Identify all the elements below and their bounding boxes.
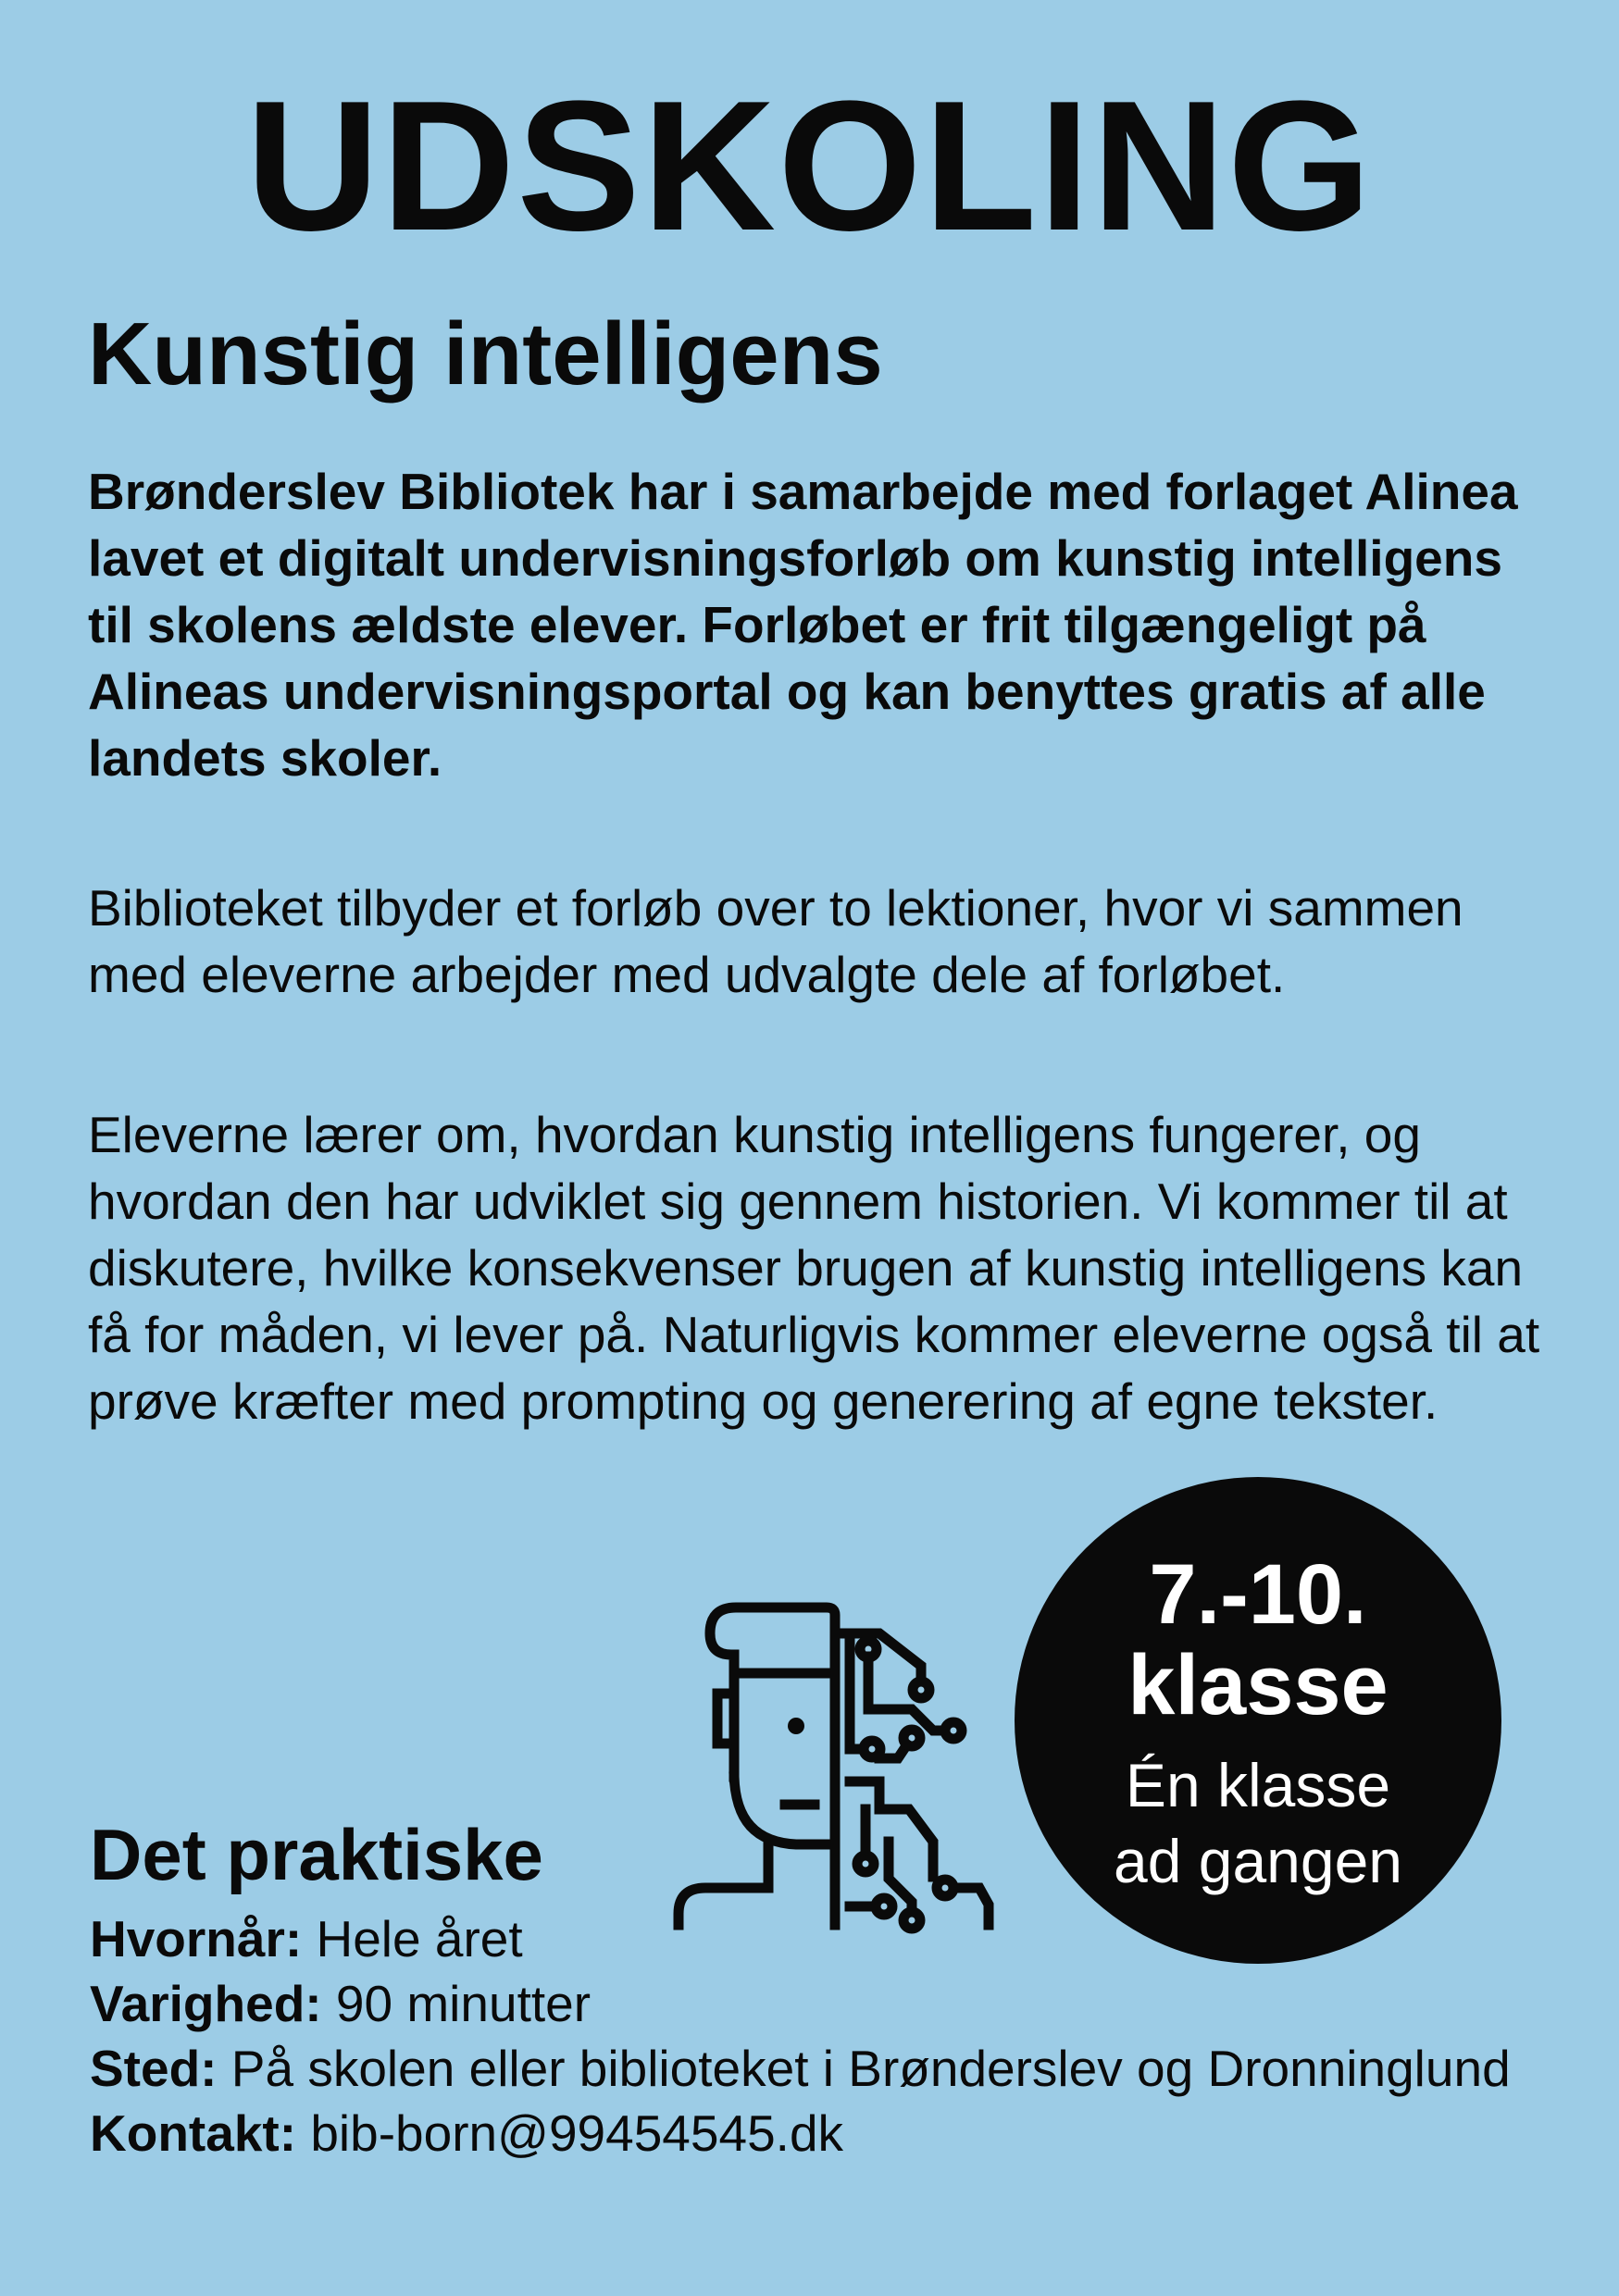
practical-label-contact: Kontakt: <box>90 2104 297 2162</box>
badge-grade-line-1: 7.-10. <box>1149 1547 1367 1642</box>
badge-note-line-1: Én klasse <box>1125 1751 1391 1819</box>
practical-item-when <box>90 1906 1552 1971</box>
body-paragraph-2: Eleverne lærer om, hvordan kunstig intelligens fungerer, og hvordan den har udviklet sig gennem historien. Vi kommer til at diskutere, hvilke konsekvenser brugen af kunstig intelligens kan få for måden, vi lever på. Naturligvis kommer eleverne også til at prøve kræfter med prompting og generering af egne tekster. <box>88 1106 1540 1430</box>
page-subtitle: Kunstig intelligens <box>88 304 883 403</box>
practical-value-duration: 90 minutter <box>335 1975 592 2032</box>
practical-label-place: Sted: <box>90 2040 218 2097</box>
practical-value-when: Hele året <box>316 1910 523 1967</box>
grade-badge <box>1015 1477 1501 1964</box>
practical-heading: Det praktiske <box>90 1814 543 1895</box>
practical-item-contact <box>90 2101 1552 2166</box>
badge-grade-line-2: klasse <box>1127 1638 1389 1732</box>
badge-note <box>1015 1747 1501 1899</box>
body-paragraph-1: Biblioteket tilbyder et forløb over to lektioner, hvor vi sammen med eleverne arbejder med udvalgte dele af forløbet. <box>88 879 1463 1003</box>
intro-paragraph: Brønderslev Bibliotek har i samarbejde med forlaget Alinea lavet et digitalt undervisningsforløb om kunstig intelligens til skolens ældste elever. Forløbet er frit tilgængeligt på Alineas undervisningsportal og kan benyttes gratis af alle landets skoler. <box>88 463 1518 787</box>
practical-item-place <box>90 2036 1552 2101</box>
practical-list <box>90 1906 1552 2166</box>
practical-item-duration <box>90 1971 1552 2036</box>
page-title: UDSKOLING <box>245 63 1374 269</box>
practical-value-contact: bib-born@99454545.dk <box>310 2104 844 2162</box>
practical-label-duration: Varighed: <box>90 1975 322 2032</box>
badge-note-line-2: ad gangen <box>1114 1827 1402 1895</box>
practical-value-place: På skolen eller biblioteket i Brønderslev og Dronninglund <box>230 2040 1511 2097</box>
practical-label-when: Hvornår: <box>90 1910 303 1967</box>
ai-head-circuit-icon <box>666 1601 1000 1934</box>
badge-grade <box>1015 1549 1501 1731</box>
